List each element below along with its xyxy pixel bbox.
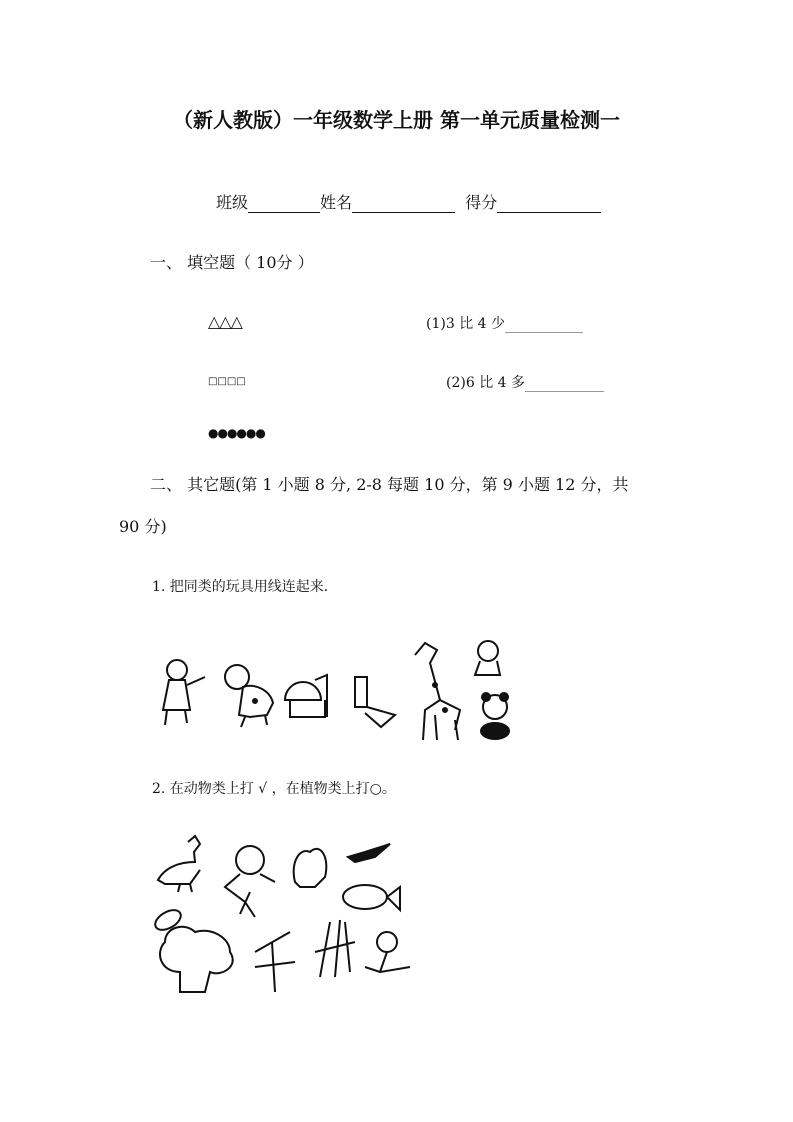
class-field[interactable] bbox=[248, 198, 320, 213]
question-2-1: 1. 把同类的玩具用线连起来． bbox=[152, 579, 338, 595]
toys-illustration bbox=[155, 635, 525, 745]
section2-heading-cont: 90 分) bbox=[119, 517, 167, 536]
section1-heading: 一、 填空题（ 10分 ） bbox=[150, 253, 314, 272]
triangles-row: △△△ bbox=[208, 312, 242, 331]
score-label: 得分 bbox=[465, 193, 498, 212]
answer-blank[interactable] bbox=[525, 377, 604, 392]
panda-icon bbox=[481, 693, 509, 739]
vegetable-icon bbox=[294, 849, 327, 887]
toy-boy-icon bbox=[475, 641, 500, 675]
rooster-icon bbox=[158, 836, 200, 892]
score-field[interactable] bbox=[497, 198, 601, 213]
swallow-icon bbox=[348, 844, 390, 862]
animals-plants-illustration bbox=[150, 832, 420, 1000]
blocks-icon bbox=[285, 675, 327, 717]
section2-heading: 二、 其它题(第 1 小题 8 分, 2-8 每题 10 分，第 9 小题 12 分，共 bbox=[150, 475, 629, 494]
name-field[interactable] bbox=[352, 198, 455, 213]
flower-icon bbox=[365, 932, 410, 972]
name-label: 姓名 bbox=[320, 193, 353, 212]
tree-icon bbox=[160, 927, 233, 992]
peanut-icon bbox=[152, 906, 184, 934]
question-text: (1)3 比 4 少 bbox=[426, 316, 505, 332]
bamboo-icon bbox=[315, 920, 355, 977]
fish-icon bbox=[343, 885, 400, 910]
question-1-2 bbox=[446, 372, 604, 392]
class-label: 班级 bbox=[216, 193, 249, 212]
question-1-1 bbox=[426, 313, 583, 333]
question-2-2: 2. 在动物类上打 √ ，在植物类上打○。 bbox=[152, 781, 396, 797]
girl-doll-icon bbox=[163, 660, 205, 725]
toy-dog-icon bbox=[225, 665, 273, 727]
page-title: （新人教版）一年级数学上册 第一单元质量检测一 bbox=[173, 108, 620, 132]
student-info-row bbox=[216, 190, 601, 213]
answer-blank[interactable] bbox=[505, 318, 583, 333]
shapes-icon bbox=[355, 677, 395, 727]
monkey-icon bbox=[225, 846, 275, 917]
squares-row: □□□□ bbox=[208, 376, 246, 387]
dragonfly-icon bbox=[255, 932, 295, 992]
giraffe-icon bbox=[415, 643, 460, 740]
dots-row: ●●●●●● bbox=[208, 426, 265, 440]
question-text: (2)6 比 4 多 bbox=[446, 375, 525, 391]
